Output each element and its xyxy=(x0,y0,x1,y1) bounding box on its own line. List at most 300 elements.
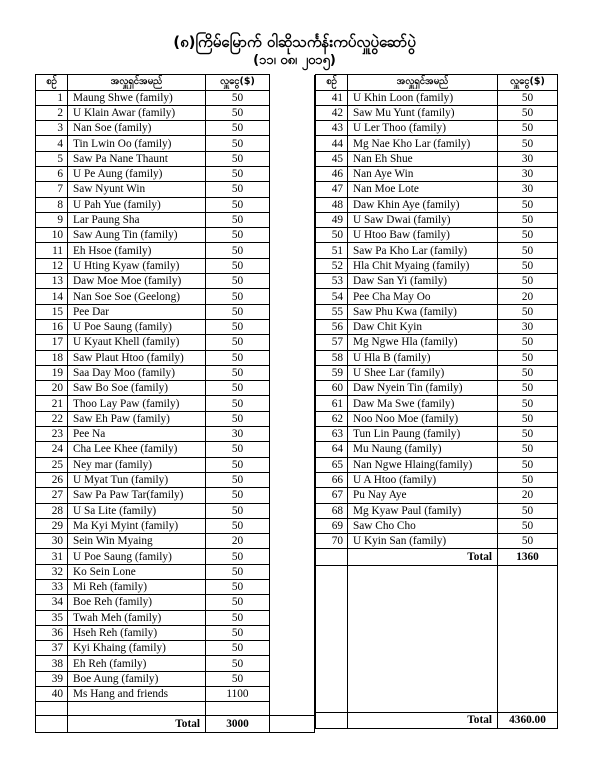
donor-name: Saw Pa Nane Thaunt xyxy=(68,151,206,166)
header-name: အလှူရှင်အမည် xyxy=(348,75,498,91)
spacer-cell xyxy=(270,289,315,304)
donation-amount: 50 xyxy=(206,243,270,258)
spacer-cell xyxy=(270,136,315,151)
spacer-cell xyxy=(270,365,315,380)
row-number: 26 xyxy=(36,472,68,487)
donation-amount: 50 xyxy=(206,350,270,365)
spacer-cell xyxy=(270,151,315,166)
table-row xyxy=(316,365,558,380)
donation-amount: 50 xyxy=(206,625,270,640)
empty-cell xyxy=(316,565,348,712)
table-row xyxy=(316,136,558,151)
donor-name: Daw San Yi (family) xyxy=(348,274,498,289)
donor-name: Saw Phu Kwa (family) xyxy=(348,304,498,319)
spacer-cell xyxy=(270,166,315,181)
table-row xyxy=(36,289,315,304)
spacer-cell xyxy=(270,75,315,91)
table-row xyxy=(36,518,315,533)
donation-amount: 30 xyxy=(206,427,270,442)
donor-name: U Pe Aung (family) xyxy=(68,166,206,181)
donor-name: U Ler Thoo (family) xyxy=(348,121,498,136)
donor-name: Eh Hsoe (family) xyxy=(68,243,206,258)
blank-cell xyxy=(206,702,270,716)
donor-name: Pee Na xyxy=(68,427,206,442)
donation-amount: 50 xyxy=(498,427,558,442)
donation-amount: 30 xyxy=(498,319,558,334)
row-number: 3 xyxy=(36,121,68,136)
donor-name: Nan Moe Lote xyxy=(348,182,498,197)
donor-name: Boe Reh (family) xyxy=(68,595,206,610)
donation-amount: 50 xyxy=(206,274,270,289)
table-row xyxy=(316,105,558,120)
donor-name: Mu Naung (family) xyxy=(348,442,498,457)
donation-amount: 50 xyxy=(206,365,270,380)
donation-amount: 50 xyxy=(206,503,270,518)
donation-amount: 50 xyxy=(206,212,270,227)
donor-name: Hla Chit Myaing (family) xyxy=(348,258,498,273)
grand-total-row xyxy=(316,712,558,728)
row-number: 7 xyxy=(36,182,68,197)
subtotal-value: 1360 xyxy=(498,549,558,565)
row-number: 14 xyxy=(36,289,68,304)
spacer-cell xyxy=(270,671,315,686)
row-number: 54 xyxy=(316,289,348,304)
spacer-cell xyxy=(270,212,315,227)
spacer-cell xyxy=(270,121,315,136)
table-row xyxy=(36,534,315,549)
donor-name: Saw Nyunt Win xyxy=(68,182,206,197)
donation-amount: 50 xyxy=(206,105,270,120)
donor-name: Kyi Khaing (family) xyxy=(68,641,206,656)
donation-amount: 50 xyxy=(206,166,270,181)
row-number: 67 xyxy=(316,488,348,503)
donor-name: Cha Lee Khee (family) xyxy=(68,442,206,457)
donation-amount: 50 xyxy=(498,381,558,396)
row-number: 61 xyxy=(316,396,348,411)
row-number: 55 xyxy=(316,304,348,319)
donation-amount: 50 xyxy=(206,121,270,136)
row-number: 53 xyxy=(316,274,348,289)
row-number: 48 xyxy=(316,197,348,212)
table-row xyxy=(36,472,315,487)
row-number: 12 xyxy=(36,258,68,273)
donor-name: U Poe Saung (family) xyxy=(68,549,206,564)
row-number: 60 xyxy=(316,381,348,396)
table-row xyxy=(36,396,315,411)
spacer-cell xyxy=(270,610,315,625)
row-number: 5 xyxy=(36,151,68,166)
donor-name: Pee Dar xyxy=(68,304,206,319)
row-number: 27 xyxy=(36,488,68,503)
donation-amount: 20 xyxy=(206,534,270,549)
spacer-cell xyxy=(270,319,315,334)
spacer-cell xyxy=(270,472,315,487)
spacer-cell xyxy=(270,595,315,610)
spacer-cell xyxy=(270,411,315,426)
donation-amount: 50 xyxy=(206,595,270,610)
table-row xyxy=(316,90,558,105)
table-row xyxy=(36,442,315,457)
row-number: 57 xyxy=(316,335,348,350)
donation-amount: 50 xyxy=(498,396,558,411)
donor-name: Boe Aung (family) xyxy=(68,671,206,686)
donation-amount: 50 xyxy=(498,258,558,273)
table-row xyxy=(36,656,315,671)
donor-name: Mi Reh (family) xyxy=(68,580,206,595)
spacer-cell xyxy=(270,534,315,549)
spacer-cell xyxy=(270,625,315,640)
total-row xyxy=(36,716,315,732)
spacer-cell xyxy=(270,503,315,518)
donation-amount: 50 xyxy=(206,411,270,426)
donation-amount: 50 xyxy=(206,228,270,243)
donor-name: Mg Nae Kho Lar (family) xyxy=(348,136,498,151)
table-row xyxy=(36,228,315,243)
table-row xyxy=(316,411,558,426)
donation-amount: 50 xyxy=(206,549,270,564)
row-number: 6 xyxy=(36,166,68,181)
table-row xyxy=(36,121,315,136)
table-row xyxy=(36,564,315,579)
table-row xyxy=(316,258,558,273)
donation-amount: 50 xyxy=(206,90,270,105)
spacer-cell xyxy=(270,656,315,671)
row-number: 44 xyxy=(316,136,348,151)
blank-cell xyxy=(36,716,68,732)
donation-amount: 50 xyxy=(206,258,270,273)
row-number: 62 xyxy=(316,411,348,426)
total-label: Total xyxy=(68,716,206,732)
donation-amount: 50 xyxy=(206,335,270,350)
donor-name: U Klain Awar (family) xyxy=(68,105,206,120)
spacer-cell xyxy=(270,564,315,579)
donor-name: Saw Aung Tin (family) xyxy=(68,228,206,243)
row-number: 69 xyxy=(316,518,348,533)
donor-name: U Sa Lite (family) xyxy=(68,503,206,518)
donation-amount: 50 xyxy=(206,610,270,625)
row-number: 15 xyxy=(36,304,68,319)
donor-name: Ma Kyi Myint (family) xyxy=(68,518,206,533)
table-row xyxy=(316,534,558,549)
donor-name: Ney mar (family) xyxy=(68,457,206,472)
table-row xyxy=(316,274,558,289)
donor-name: Tun Lin Paung (family) xyxy=(348,427,498,442)
table-row xyxy=(316,182,558,197)
donor-name: Thoo Lay Paw (family) xyxy=(68,396,206,411)
table-row xyxy=(316,427,558,442)
table-row xyxy=(36,319,315,334)
donor-name: Nan Soe (family) xyxy=(68,121,206,136)
spacer-cell xyxy=(270,258,315,273)
donation-amount: 50 xyxy=(206,197,270,212)
spacer-cell xyxy=(270,105,315,120)
table-row xyxy=(36,580,315,595)
row-number: 10 xyxy=(36,228,68,243)
table-row xyxy=(36,105,315,120)
donation-amount: 50 xyxy=(206,442,270,457)
table-row xyxy=(316,350,558,365)
donation-amount: 50 xyxy=(498,243,558,258)
table-row xyxy=(316,121,558,136)
spacer-cell xyxy=(270,457,315,472)
row-number: 66 xyxy=(316,472,348,487)
donation-amount: 50 xyxy=(498,90,558,105)
spacer-cell xyxy=(270,350,315,365)
table-row xyxy=(36,427,315,442)
row-number: 32 xyxy=(36,564,68,579)
table-row xyxy=(36,671,315,686)
spacer-cell xyxy=(270,488,315,503)
row-number: 64 xyxy=(316,442,348,457)
table-row xyxy=(36,381,315,396)
table-row xyxy=(316,212,558,227)
donation-amount: 50 xyxy=(498,365,558,380)
donor-name: Nan Soe Soe (Geelong) xyxy=(68,289,206,304)
donor-name: U Saw Dwai (family) xyxy=(348,212,498,227)
table-row xyxy=(36,411,315,426)
table-row xyxy=(316,488,558,503)
donation-amount: 50 xyxy=(498,304,558,319)
donation-amount: 50 xyxy=(206,457,270,472)
donor-name: U Htoo Baw (family) xyxy=(348,228,498,243)
donation-amount: 50 xyxy=(498,350,558,365)
donor-name: U Khin Loon (family) xyxy=(348,90,498,105)
row-number: 41 xyxy=(316,90,348,105)
donor-name: U Hla B (family) xyxy=(348,350,498,365)
table-row xyxy=(36,258,315,273)
row-number: 36 xyxy=(36,625,68,640)
donor-name: U Pah Yue (family) xyxy=(68,197,206,212)
table-row xyxy=(36,274,315,289)
empty-cell xyxy=(498,565,558,712)
blank-cell xyxy=(36,702,68,716)
donor-name: Saw Cho Cho xyxy=(348,518,498,533)
row-number: 33 xyxy=(36,580,68,595)
table-row xyxy=(36,182,315,197)
subtotal-row xyxy=(316,549,558,565)
row-number: 39 xyxy=(36,671,68,686)
table-row xyxy=(316,166,558,181)
row-number: 70 xyxy=(316,534,348,549)
row-number: 21 xyxy=(36,396,68,411)
total-value: 3000 xyxy=(206,716,270,732)
spacer-cell xyxy=(270,304,315,319)
donor-name: Nan Aye Win xyxy=(348,166,498,181)
spacer-cell xyxy=(270,335,315,350)
spacer-cell xyxy=(270,580,315,595)
table-row xyxy=(316,396,558,411)
row-number: 9 xyxy=(36,212,68,227)
donor-name: Eh Reh (family) xyxy=(68,656,206,671)
table-row xyxy=(316,381,558,396)
table-row xyxy=(316,243,558,258)
donor-name: U Kyaut Khell (family) xyxy=(68,335,206,350)
donation-amount: 30 xyxy=(498,182,558,197)
table-row xyxy=(316,472,558,487)
row-number: 34 xyxy=(36,595,68,610)
table-row xyxy=(36,212,315,227)
header-no: စဥ် xyxy=(36,75,68,91)
spacer-cell xyxy=(270,274,315,289)
donor-name: U Shee Lar (family) xyxy=(348,365,498,380)
donor-name: Saw Mu Yunt (family) xyxy=(348,105,498,120)
page-title: (၈)ကြိမ်မြောက် ဝါဆိုသင်္ကန်းကပ်လှူပွဲဆော်ပွဲ xyxy=(173,33,416,51)
table-header-row xyxy=(316,75,558,91)
table-row xyxy=(36,625,315,640)
donor-name: Daw Nyein Tin (family) xyxy=(348,381,498,396)
donation-amount: 50 xyxy=(206,381,270,396)
donor-name: Mg Ngwe Hla (family) xyxy=(348,335,498,350)
row-number: 40 xyxy=(36,687,68,702)
donation-amount: 50 xyxy=(498,228,558,243)
donation-amount: 50 xyxy=(206,319,270,334)
spacer-cell xyxy=(270,381,315,396)
donation-amount: 20 xyxy=(498,488,558,503)
spacer-cell xyxy=(270,641,315,656)
row-number: 35 xyxy=(36,610,68,625)
row-number: 2 xyxy=(36,105,68,120)
row-number: 63 xyxy=(316,427,348,442)
donation-amount: 50 xyxy=(206,641,270,656)
table-row xyxy=(316,289,558,304)
donation-amount: 50 xyxy=(206,564,270,579)
table-row xyxy=(36,350,315,365)
table-row xyxy=(36,457,315,472)
donation-amount: 50 xyxy=(498,534,558,549)
table-row xyxy=(36,610,315,625)
donation-amount: 50 xyxy=(498,274,558,289)
row-number: 31 xyxy=(36,549,68,564)
row-number: 25 xyxy=(36,457,68,472)
donation-amount: 50 xyxy=(498,518,558,533)
header-no: စဥ် xyxy=(316,75,348,91)
donation-amount: 50 xyxy=(206,518,270,533)
spacer-cell xyxy=(270,228,315,243)
table-row xyxy=(316,503,558,518)
row-number: 52 xyxy=(316,258,348,273)
donation-amount: 30 xyxy=(498,151,558,166)
spacer-cell xyxy=(270,687,315,702)
blank-cell xyxy=(316,549,348,565)
table-row xyxy=(36,197,315,212)
blank-cell xyxy=(68,702,206,716)
donor-name: Saa Day Moo (family) xyxy=(68,365,206,380)
spacer-cell xyxy=(270,243,315,258)
table-row xyxy=(36,335,315,350)
table-row xyxy=(316,457,558,472)
donor-name: Daw Khin Aye (family) xyxy=(348,197,498,212)
row-number: 42 xyxy=(316,105,348,120)
page-date: (၁၁၊ ၀၈၊ ၂၀၁၅) xyxy=(253,53,336,68)
donor-name: Hseh Reh (family) xyxy=(68,625,206,640)
row-number: 1 xyxy=(36,90,68,105)
row-number: 49 xyxy=(316,212,348,227)
row-number: 23 xyxy=(36,427,68,442)
table-row xyxy=(316,335,558,350)
donor-name: Saw Bo Soe (family) xyxy=(68,381,206,396)
donation-amount: 30 xyxy=(498,166,558,181)
row-number: 18 xyxy=(36,350,68,365)
donation-amount: 50 xyxy=(498,197,558,212)
donation-amount: 50 xyxy=(206,580,270,595)
table-row xyxy=(36,90,315,105)
subtotal-label: Total xyxy=(348,549,498,565)
table-row xyxy=(316,197,558,212)
row-number: 11 xyxy=(36,243,68,258)
spacer-cell xyxy=(270,442,315,457)
donation-amount: 50 xyxy=(498,136,558,151)
table-row xyxy=(36,151,315,166)
donation-amount: 50 xyxy=(498,457,558,472)
donation-amount: 50 xyxy=(498,335,558,350)
donation-amount: 50 xyxy=(206,151,270,166)
donor-name: U Hting Kyaw (family) xyxy=(68,258,206,273)
donor-name: Pu Nay Aye xyxy=(348,488,498,503)
spacer-cell xyxy=(270,518,315,533)
table-row xyxy=(36,549,315,564)
donor-name: Saw Pa Kho Lar (family) xyxy=(348,243,498,258)
table-row xyxy=(316,319,558,334)
table-row xyxy=(36,136,315,151)
donor-table-right xyxy=(315,74,558,729)
header-name: အလှူရှင်အမည် xyxy=(68,75,206,91)
table-row xyxy=(36,687,315,702)
row-number: 28 xyxy=(36,503,68,518)
donor-name: Daw Moe Moe (family) xyxy=(68,274,206,289)
donor-name: Daw Ma Swe (family) xyxy=(348,396,498,411)
grand-total-value: 4360.00 xyxy=(498,712,558,728)
donation-amount: 50 xyxy=(206,289,270,304)
donation-amount: 50 xyxy=(206,671,270,686)
donation-amount: 50 xyxy=(206,488,270,503)
row-number: 68 xyxy=(316,503,348,518)
blank-row xyxy=(36,702,315,716)
row-number: 4 xyxy=(36,136,68,151)
table-row xyxy=(316,518,558,533)
spacer-cell xyxy=(270,702,315,716)
donation-amount: 50 xyxy=(498,411,558,426)
row-number: 38 xyxy=(36,656,68,671)
table-row xyxy=(316,304,558,319)
donor-name: Mg Kyaw Paul (family) xyxy=(348,503,498,518)
row-number: 56 xyxy=(316,319,348,334)
donor-name: U Myat Tun (family) xyxy=(68,472,206,487)
spacer-cell xyxy=(270,549,315,564)
spacer-cell xyxy=(270,197,315,212)
table-row xyxy=(36,243,315,258)
spacer-cell xyxy=(270,396,315,411)
row-number: 65 xyxy=(316,457,348,472)
table-row xyxy=(316,228,558,243)
donor-name: Saw Plaut Htoo (family) xyxy=(68,350,206,365)
row-number: 47 xyxy=(316,182,348,197)
donation-amount: 50 xyxy=(498,121,558,136)
spacer-cell xyxy=(270,90,315,105)
donation-amount: 50 xyxy=(498,105,558,120)
spacer-cell xyxy=(270,427,315,442)
empty-area-row xyxy=(316,565,558,712)
donor-name: U A Htoo (family) xyxy=(348,472,498,487)
table-row xyxy=(36,503,315,518)
row-number: 59 xyxy=(316,365,348,380)
donor-name: Sein Win Myaing xyxy=(68,534,206,549)
donation-amount: 50 xyxy=(498,503,558,518)
row-number: 58 xyxy=(316,350,348,365)
row-number: 19 xyxy=(36,365,68,380)
row-number: 46 xyxy=(316,166,348,181)
blank-cell xyxy=(270,716,315,732)
donor-name: Noo Noo Moe (family) xyxy=(348,411,498,426)
